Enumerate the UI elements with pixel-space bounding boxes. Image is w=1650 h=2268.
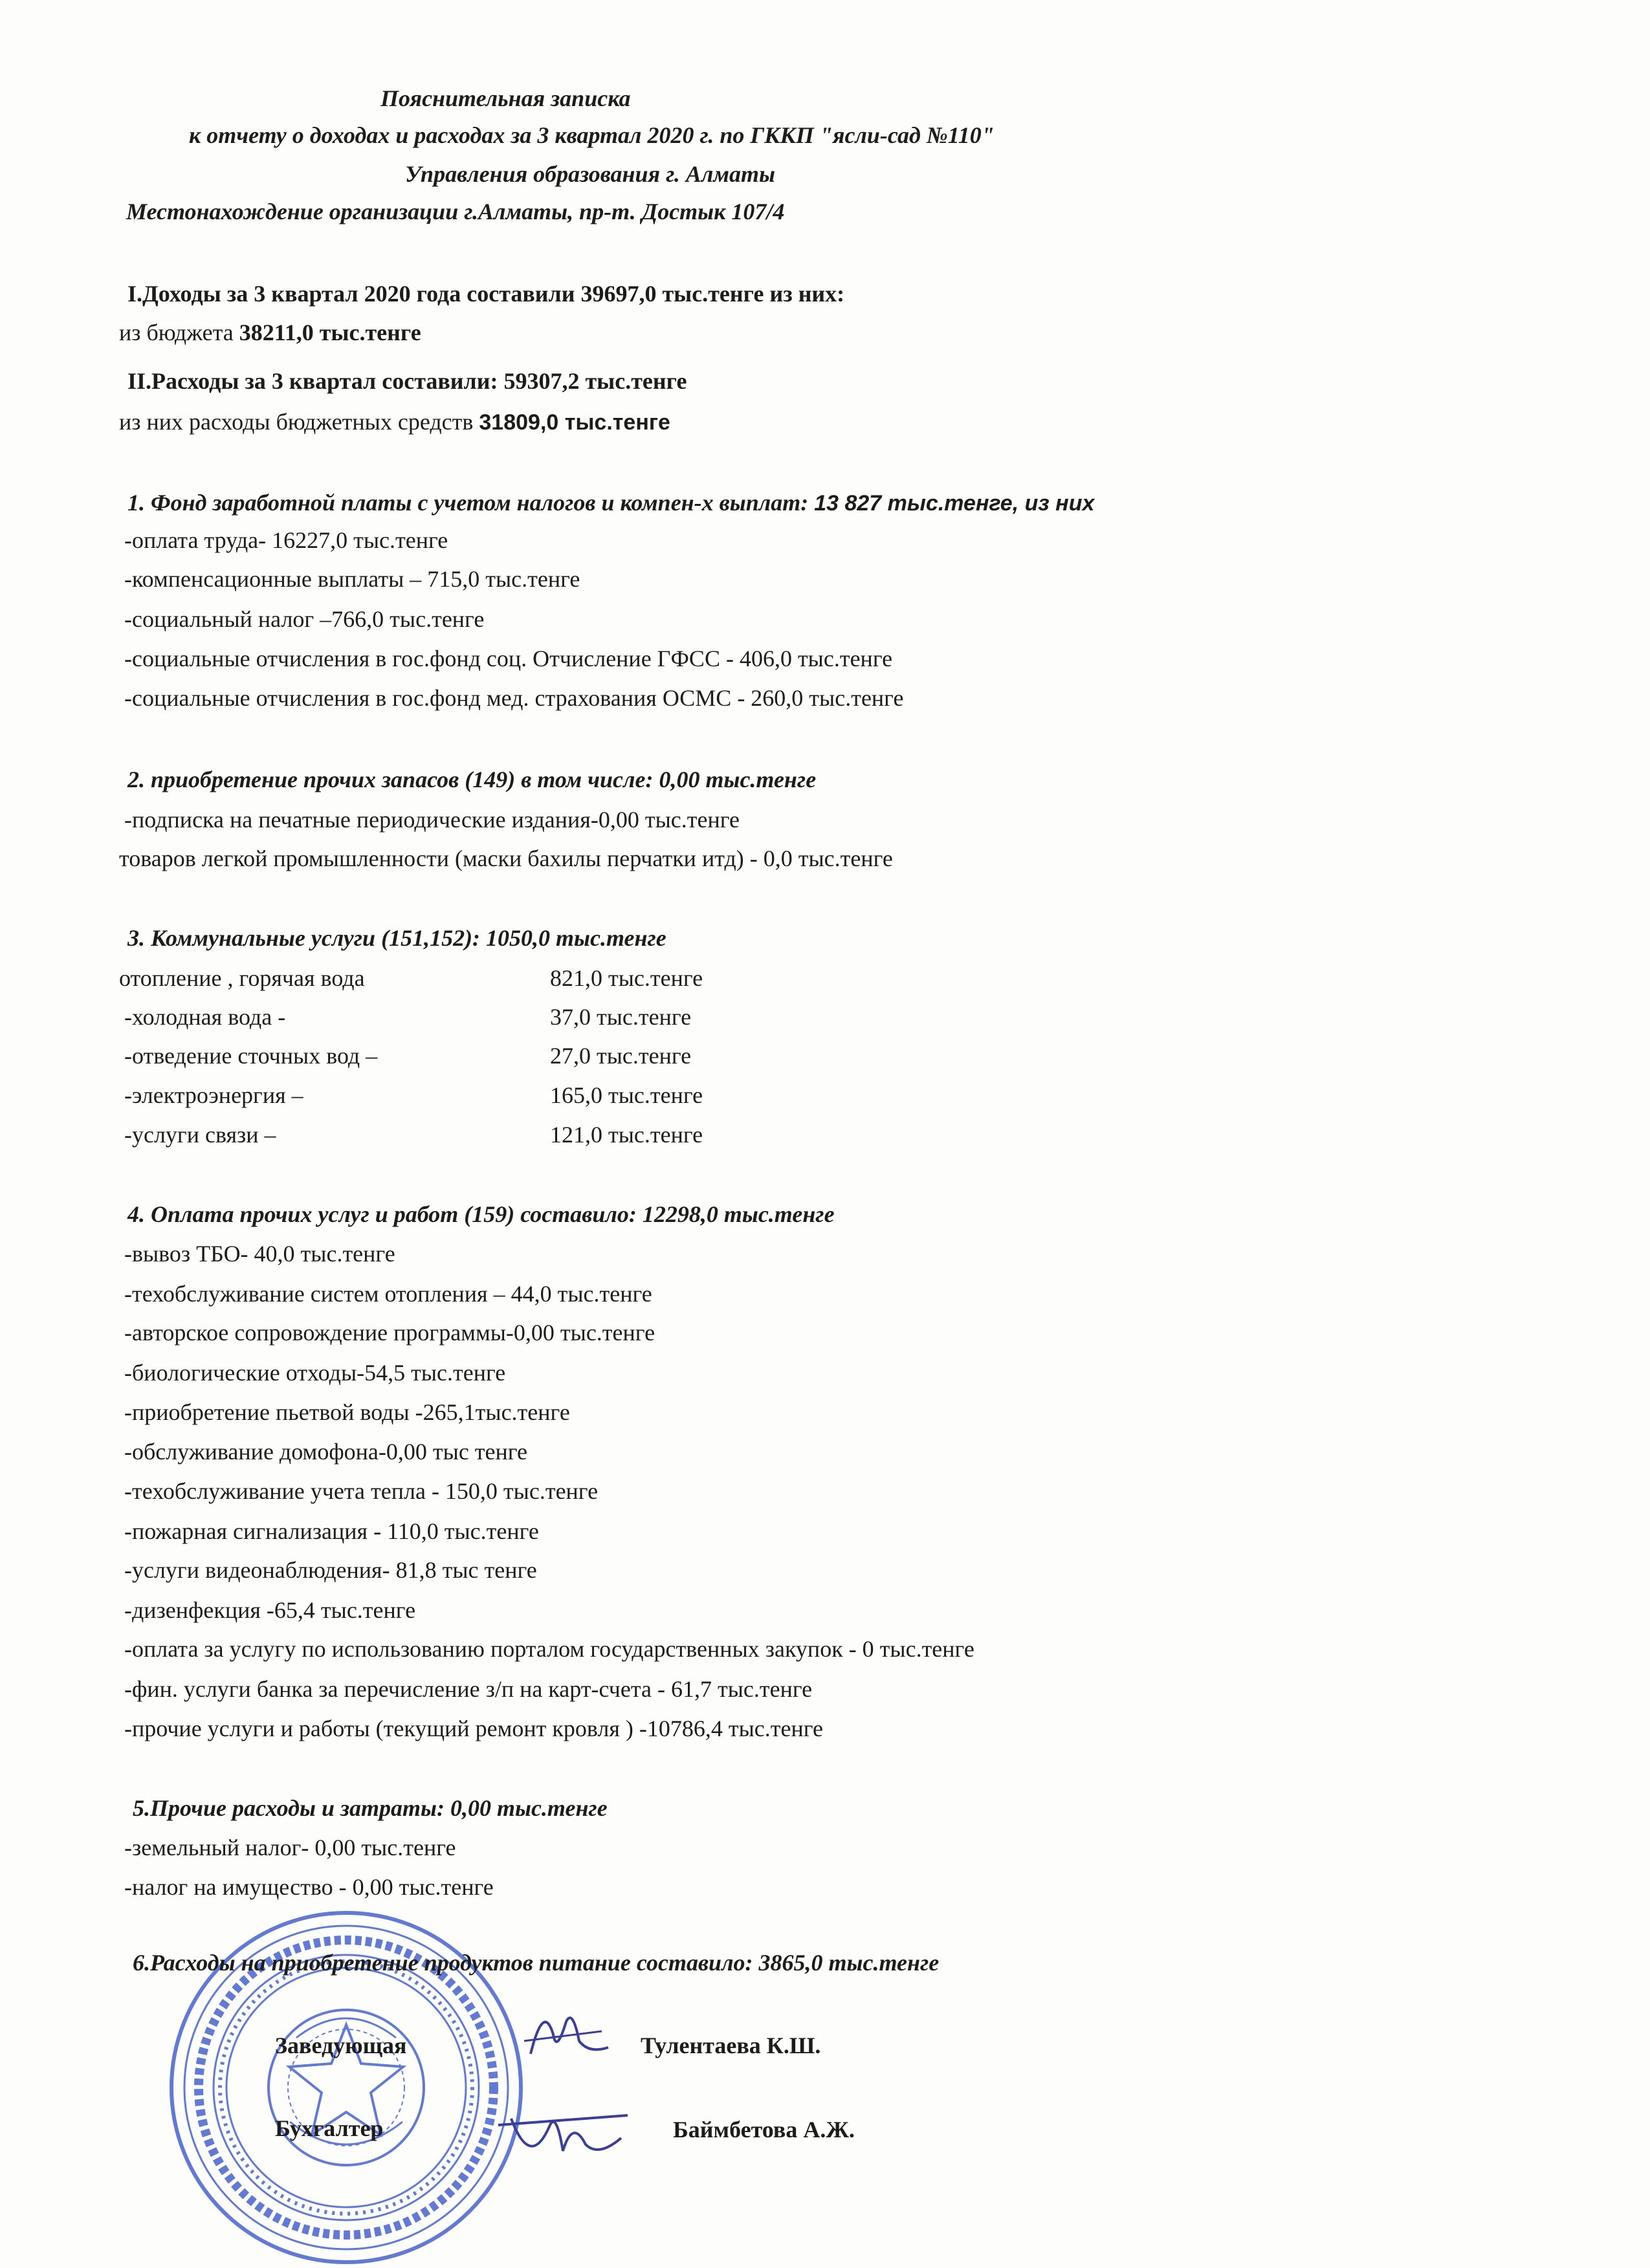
list-item: -приобретение пьетвой воды -265,1тыс.тенге	[124, 1399, 570, 1425]
list-item: -компенсационные выплаты – 715,0 тыс.тенге	[124, 566, 580, 592]
utility-value: 121,0 тыс.тенге	[550, 1122, 703, 1148]
section1-heading: 1. Фонд заработной платы с учетом налогов и компен-х выплат:	[127, 490, 815, 516]
list-item: -фин. услуги банка за перечисление з/п на карт-счета - 61,7 тыс.тенге	[124, 1676, 813, 1702]
head-role-label: Заведующая	[275, 2033, 407, 2058]
section3-heading: 3. Коммунальные услуги (151,152): 1050,0 тыс.тенге	[127, 925, 666, 951]
utility-value: 27,0 тыс.тенге	[550, 1043, 692, 1069]
utility-name: -электроэнергия –	[124, 1082, 303, 1108]
list-item: -авторское сопровождение программы-0,00 тыс.тенге	[124, 1320, 655, 1346]
section6-heading: 6.Расходы на приобретение продуктов питание составило: 3865,0 тыс.тенге	[133, 1950, 940, 1976]
list-item: -социальные отчисления в гос.фонд мед. страхования ОСМС - 260,0 тыс.тенге	[124, 685, 904, 711]
utility-value: 165,0 тыс.тенге	[550, 1082, 703, 1108]
utility-value: 821,0 тыс.тенге	[550, 965, 703, 991]
utility-name: -отведение сточных вод –	[124, 1043, 378, 1069]
list-item: товаров легкой промышленности (маски бахилы перчатки итд) - 0,0 тыс.тенге	[119, 845, 893, 871]
accountant-name: Баймбетова А.Ж.	[673, 2117, 855, 2143]
document-title: Пояснительная записка	[380, 85, 631, 111]
department-line: Управления образования г. Алматы	[405, 161, 776, 187]
list-item: -социальные отчисления в гос.фонд соц. Отчисление ГФСС - 406,0 тыс.тенге	[124, 646, 893, 671]
expenses-heading: II.Расходы за 3 квартал составили: 59307,2 тыс.тенге	[127, 368, 687, 394]
list-item: -оплата за услугу по использованию порталом государственных закупок - 0 тыс.тенге	[124, 1636, 974, 1662]
list-item: -услуги видеонаблюдения- 81,8 тыс тенге	[124, 1557, 537, 1583]
income-budget-value: 38211,0 тыс.тенге	[239, 320, 421, 345]
income-heading: I.Доходы за 3 квартал 2020 года составили 39697,0 тыс.тенге из них:	[127, 281, 845, 307]
expenses-budget-line	[119, 408, 670, 437]
utility-name: -услуги связи –	[124, 1122, 276, 1148]
list-item: -техобслуживание учета тепла - 150,0 тыс.тенге	[124, 1478, 599, 1504]
accountant-role-label: Бухгалтер	[275, 2115, 384, 2141]
list-item: -оплата труда- 16227,0 тыс.тенге	[124, 527, 448, 553]
head-name: Тулентаева К.Ш.	[641, 2033, 821, 2058]
section2-heading: 2. приобретение прочих запасов (149) в том числе: 0,00 тыс.тенге	[127, 767, 817, 792]
section4-heading: 4. Оплата прочих услуг и работ (159) составило: 12298,0 тыс.тенге	[127, 1201, 835, 1227]
expenses-budget-label: из них расходы бюджетных средств	[119, 409, 479, 435]
list-item: -прочие услуги и работы (текущий ремонт кровля ) -10786,4 тыс.тенге	[124, 1716, 823, 1741]
expenses-budget-value: 31809,0 тыс.тенге	[479, 410, 670, 435]
list-item: -дизенфекция -65,4 тыс.тенге	[124, 1597, 416, 1623]
section1-heading-line	[127, 488, 1094, 518]
list-item: -техобслуживание систем отопления – 44,0 тыс.тенге	[124, 1281, 652, 1307]
utility-name: отопление , горячая вода	[119, 965, 365, 991]
income-budget-label: из бюджета	[119, 320, 239, 345]
list-item: -пожарная сигнализация - 110,0 тыс.тенге	[124, 1518, 539, 1544]
list-item: -социальный налог –766,0 тыс.тенге	[124, 606, 485, 632]
utility-name: -холодная вода -	[124, 1004, 286, 1030]
list-item: -подписка на печатные периодические издания-0,00 тыс.тенге	[124, 807, 740, 833]
accountant-signature-icon	[492, 2099, 634, 2170]
list-item: -биологические отходы-54,5 тыс.тенге	[124, 1360, 506, 1386]
list-item: -земельный налог- 0,00 тыс.тенге	[124, 1835, 456, 1860]
head-signature-icon	[518, 1996, 615, 2067]
document-subtitle: к отчету о доходах и расходах за 3 квартал 2020 г. по ГККП "ясли-сад №110"	[189, 122, 995, 148]
section1-heading-value: 13 827 тыс.тенге, из них	[814, 491, 1095, 516]
location-line: Местонахождение организации г.Алматы, пр-т. Достык 107/4	[126, 199, 785, 224]
list-item: -обслуживание домофона-0,00 тыс тенге	[124, 1439, 528, 1465]
list-item: -вывоз ТБО- 40,0 тыс.тенге	[124, 1241, 395, 1267]
utility-value: 37,0 тыс.тенге	[550, 1004, 692, 1030]
list-item: -налог на имущество - 0,00 тыс.тенге	[124, 1874, 494, 1900]
section5-heading: 5.Прочие расходы и затраты: 0,00 тыс.тенге	[133, 1795, 608, 1821]
income-budget-line	[119, 318, 421, 347]
